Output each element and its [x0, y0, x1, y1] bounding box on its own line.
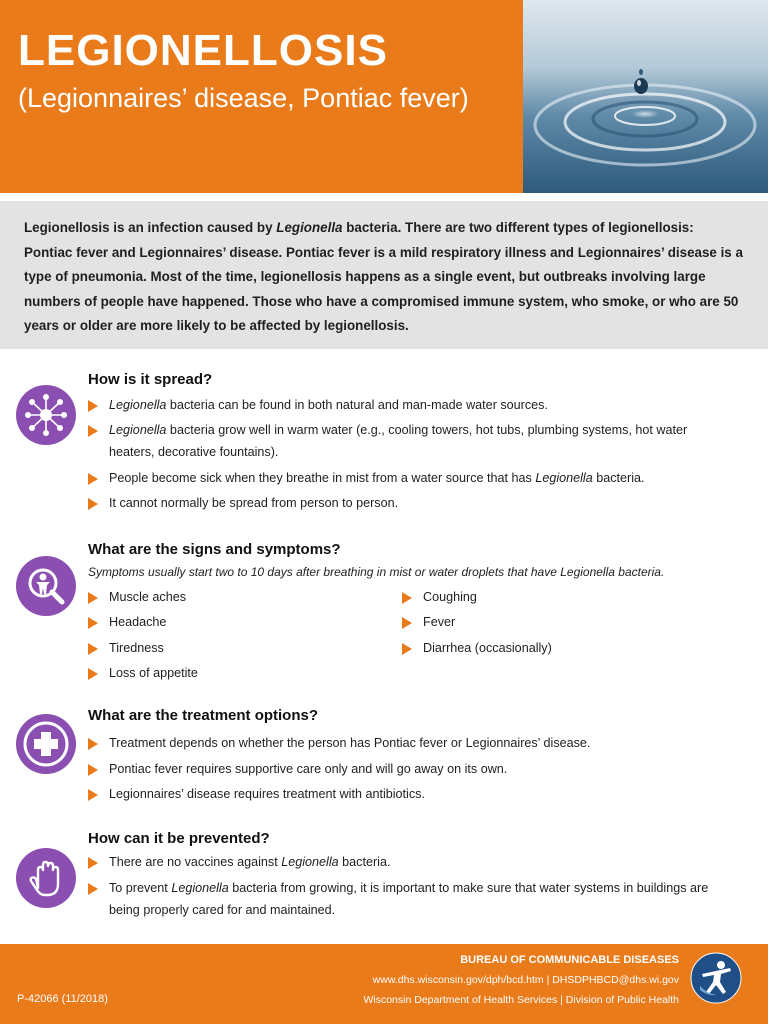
- bullet-arrow-icon: [402, 617, 412, 629]
- bullet-arrow-icon: [88, 425, 98, 437]
- list-item: Legionella bacteria grow well in warm water (e.g., cooling towers, hot tubs, plumbing systems, hot water heaters, decorative fountains).: [88, 419, 728, 463]
- section-title-symptoms: What are the signs and symptoms?: [88, 541, 341, 558]
- magnifier-person-icon: [16, 556, 76, 616]
- list-item: Loss of appetite: [88, 662, 368, 684]
- list-item: Muscle aches: [88, 586, 368, 608]
- bullet-arrow-icon: [88, 764, 98, 776]
- publication-id: P-42066 (11/2018): [17, 993, 108, 1005]
- list-item: To prevent Legionella bacteria from growing, it is important to make sure that water systems in buildings are being properly cared for and maintained.: [88, 877, 728, 921]
- list-item: Fever: [402, 611, 702, 633]
- list-item: Legionella bacteria can be found in both natural and man-made water sources.: [88, 394, 748, 416]
- department-name: Wisconsin Department of Health Services | Division of Public Health: [363, 994, 679, 1006]
- footer-band: [0, 944, 768, 1024]
- bullet-arrow-icon: [88, 668, 98, 680]
- header-banner: [0, 0, 768, 193]
- bullet-arrow-icon: [88, 643, 98, 655]
- bullet-arrow-icon: [402, 592, 412, 604]
- bullet-arrow-icon: [88, 498, 98, 510]
- list-item: Coughing: [402, 586, 702, 608]
- bullet-arrow-icon: [88, 857, 98, 869]
- symptoms-note: Symptoms usually start two to 10 days after breathing in mist or water droplets that have Legionella bacteria.: [88, 565, 665, 579]
- list-item: Treatment depends on whether the person has Pontiac fever or Legionnaires’ disease.: [88, 732, 748, 754]
- bullet-arrow-icon: [88, 592, 98, 604]
- section-title-spread: How is it spread?: [88, 371, 213, 388]
- section-title-treatment: What are the treatment options?: [88, 707, 319, 724]
- bullet-arrow-icon: [88, 789, 98, 801]
- intro-band: [0, 201, 768, 349]
- bullet-arrow-icon: [402, 643, 412, 655]
- page-subtitle: (Legionnaires’ disease, Pontiac fever): [18, 83, 469, 113]
- bullet-arrow-icon: [88, 473, 98, 485]
- medical-cross-icon: [16, 714, 76, 774]
- network-icon: [16, 385, 76, 445]
- bullet-arrow-icon: [88, 617, 98, 629]
- dhs-logo: [690, 952, 742, 1004]
- list-item: Legionnaires’ disease requires treatment with antibiotics.: [88, 783, 748, 805]
- list-item: It cannot normally be spread from person to person.: [88, 492, 748, 514]
- list-item: Headache: [88, 611, 368, 633]
- stop-hand-icon: [16, 848, 76, 908]
- list-item: Pontiac fever requires supportive care only and will go away on its own.: [88, 758, 748, 780]
- page-title: LEGIONELLOSIS: [18, 26, 388, 75]
- water-drop-image: [523, 0, 768, 193]
- contact-links[interactable]: www.dhs.wisconsin.gov/dph/bcd.htm | DHSDPHBCD@dhs.wi.gov: [372, 974, 679, 986]
- list-item: Diarrhea (occasionally): [402, 637, 702, 659]
- list-item: People become sick when they breathe in mist from a water source that has Legionella bacteria.: [88, 467, 748, 489]
- bullet-arrow-icon: [88, 400, 98, 412]
- section-title-prevention: How can it be prevented?: [88, 830, 270, 847]
- intro-paragraph: Legionellosis is an infection caused by Legionella bacteria. There are two different types of legionellosis: Pontiac fever and Legionnaires’ disease. Pontiac fever is a mild respiratory illness and Legionnaires’ disease is a type of pneumonia. Most of the time, legionellosis happens as a single event, but outbreaks involving large numbers of people have happened. Those who have a compromised immune system, who smoke, or who are 50 years or older are more likely to be affected by legionellosis.: [24, 220, 743, 333]
- bureau-name: BUREAU OF COMMUNICABLE DISEASES: [460, 954, 679, 966]
- list-item: There are no vaccines against Legionella bacteria.: [88, 851, 748, 873]
- list-item: Tiredness: [88, 637, 368, 659]
- bullet-arrow-icon: [88, 738, 98, 750]
- bullet-arrow-icon: [88, 883, 98, 895]
